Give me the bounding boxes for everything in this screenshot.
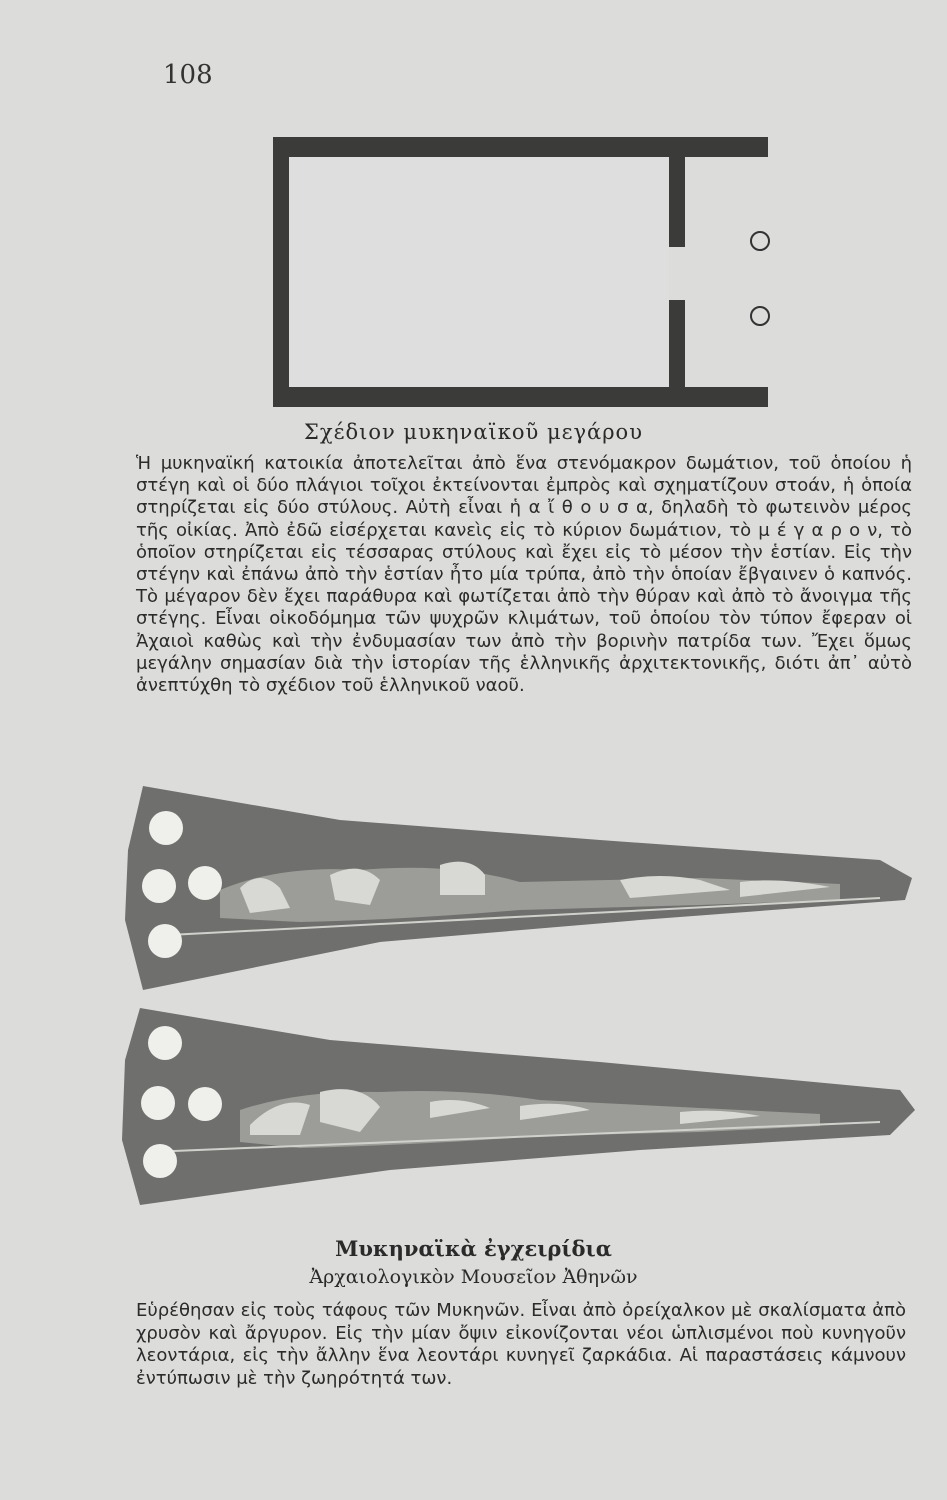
inlaid-dagger-blade-icon [0,1000,947,1210]
plan-wall-bottom [273,387,768,407]
column-circle-icon [751,232,769,250]
daggers-caption-subtitle: Ἀρχαιολογικὸν Μουσεῖον Ἀθηνῶν [309,1266,638,1288]
dagger-rivet [148,1026,182,1060]
plan-wall-left [273,137,289,407]
dagger-rivet [148,924,182,958]
plan-wall-inner-lower [669,300,685,407]
dagger-rivet [143,1144,177,1178]
dagger-rivet [188,866,222,900]
dagger-rivet [142,869,176,903]
paragraph-daggers: Εὑρέθησαν εἰς τοὺς τάφους τῶν Μυκηνῶν. Εἶναι ἀπὸ ὀρείχαλκον μὲ σκαλίσματα ἀπὸ χρυσὸν καὶ ἄργυρον. Εἰς τὴν μίαν ὄψιν εἰκονίζονται νέοι ὡπλισμένοι ποὺ κυνηγοῦν λεοντάρια, εἰς τὴν ἄλλην ἕνα λεοντάρι κυνηγεῖ ζαρκάδια. Αἱ παραστάσεις κάμνουν ἐντύπωσιν μὲ τὴν ζωηρότητά των. [136,1300,906,1389]
plan-caption: Σχέδιον μυκηναϊκοῦ μεγάρου [304,420,643,444]
megaron-floor-plan-icon [0,0,947,420]
plan-wall-top [273,137,768,157]
inlaid-dagger-blade-icon [0,770,947,1000]
paragraph-megaron: Ἡ μυκηναϊκή κατοικία ἀποτελεῖται ἀπὸ ἕνα στενόμακρον δωμάτιον, τοῦ ὁποίου ἡ στέγη καὶ οἱ δύο πλάγιοι τοῖχοι ἐκτείνονται ἐμπρὸς καὶ σχηματίζουν στοάν, ἡ ὁποία στηρίζεται εἰς δύο στύλους. Αὐτὴ εἶναι ἡ α ἴ θ ο υ σ α, δηλαδὴ τὸ φωτεινὸν μέρος τῆς οἰκίας. Ἀπὸ ἐδῶ εἰσέρχεται κανεὶς εἰς τὸ κύριον δωμάτιον, τὸ μ έ γ α ρ ο ν, τὸ ὁποῖον στηρίζεται εἰς τέσσαρας στύλους καὶ ἔχει εἰς τὸ μέσον τὴν ἑστίαν. Εἰς τὴν στέγην καὶ ἐπάνω ἀπὸ τὴν ἑστίαν ἦτο μία τρύπα, ἀπὸ τὴν ὁποίαν ἔβγαινεν ὁ καπνός. Τὸ μέγαρον δὲν ἔχει παράθυρα καὶ φωτίζεται ἀπὸ τὴν θύραν καὶ ἀπὸ τὸ ἄνοιγμα τῆς στέγης. Εἶναι οἰκοδόμημα τῶν ψυχρῶν κλιμάτων, τοῦ ὁποίου τὸν τύπον ἔφεραν οἱ Ἀχαιοὶ καθὼς καὶ τὴν ἐνδυμασίαν των ἀπὸ τὴν βορινὴν πατρίδα των. Ἔχει ὅμως μεγάλην σημασίαν διὰ τὴν ἱστορίαν τῆς ἑλληνικῆς ἀρχιτεκτονικῆς, διότι ἀπ᾿ αὐτὸ ἀνεπτύχθη τὸ σχέδιον τοῦ ἑλληνικοῦ ναοῦ. [136,453,912,697]
dagger-rivet [188,1087,222,1121]
dagger-rivet [149,811,183,845]
daggers-caption-title: Μυκηναϊκὰ ἐγχειρίδια [335,1236,612,1261]
page-number: 108 [163,60,213,90]
dagger-rivet [141,1086,175,1120]
plan-wall-inner-upper [669,137,685,247]
column-circle-icon [751,307,769,325]
